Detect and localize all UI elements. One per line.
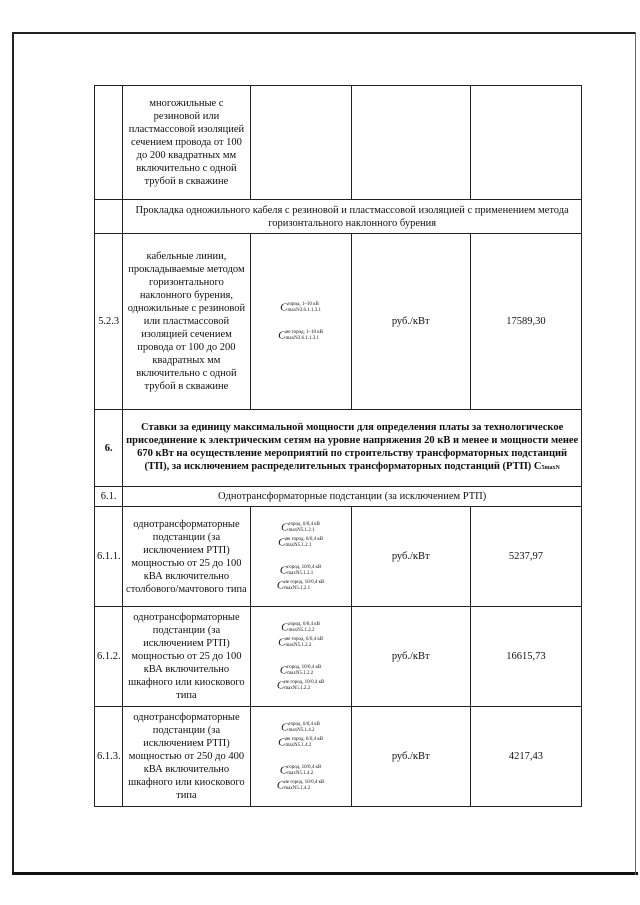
table-row <box>95 487 582 507</box>
row-description: однотрансформаторные подстанции (за исключением РТП) мощностью от 25 до 100 кВА включительно столбового/мачтового типа <box>123 507 250 607</box>
row-code <box>250 86 351 200</box>
row-code <box>250 234 351 410</box>
row-number: 6.1.3. <box>95 707 123 807</box>
row-description: однотрансформаторные подстанции (за исключением РТП) мощностью от 250 до 400 кВА включительно шкафного или киоскового типа <box>123 707 250 807</box>
rate-code: Cгород, 6/0,4 кВ maxN5.1.4.2 <box>281 720 320 733</box>
rate-code: Cне город, 6/0,4 кВ maxN5.1.2.1 <box>278 535 324 548</box>
row-number <box>95 86 123 200</box>
row-unit: руб./кВт <box>351 607 470 707</box>
row-code <box>250 607 351 707</box>
row-number: 6.1. <box>95 487 123 507</box>
row-value <box>470 86 581 200</box>
table-row <box>95 86 582 200</box>
rate-code: Cне город, 6/0,4 кВ maxN5.1.2.2 <box>278 635 324 648</box>
rate-code: Cне город, 6/0,4 кВ maxN5.1.4.2 <box>278 735 324 748</box>
row-number: 6.1.2. <box>95 607 123 707</box>
table-row <box>95 200 582 234</box>
row-value: 17589,30 <box>470 234 581 410</box>
rate-code: Cне город, 10/0,4 кВ maxN5.1.4.2 <box>276 778 325 791</box>
tariff-table <box>94 85 582 807</box>
row-description: кабельные линии, прокладываемые методом горизонтального наклонного бурения, одножильные с резиновой или пластмассовой изоляцией сечением провода от 100 до 200 квадратных мм включительно с одной трубой в скважине <box>123 234 250 410</box>
section-title: Ставки за единицу максимальной мощности для определения платы за технологическое присоединение к электрическим сетям на уровне напряжения 20 кВ и менее и мощности менее 670 кВт на осуществление мероприятий по строительству трансформаторных подстанций (ТП), за исключением распределительных трансформаторных подстанций (РТП) C5maxN <box>123 410 582 487</box>
rate-code: Cгород, 1–10 кВ maxN3.6.1.1.3.1 <box>280 300 321 313</box>
row-code <box>250 507 351 607</box>
table-row <box>95 410 582 487</box>
page-frame-right <box>635 32 636 875</box>
rate-code: Cгород, 6/0,4 кВ maxN5.1.2.2 <box>281 620 320 633</box>
table-row <box>95 607 582 707</box>
row-unit: руб./кВт <box>351 234 470 410</box>
row-value: 16615,73 <box>470 607 581 707</box>
row-number <box>95 200 123 234</box>
table-row <box>95 707 582 807</box>
row-unit <box>351 86 470 200</box>
rate-code: Cне город, 1–10 кВ maxN3.6.1.1.3.1 <box>278 328 324 341</box>
row-value: 5237,97 <box>470 507 581 607</box>
row-description: многожильные с резиновой или пластмассовой изоляцией сечением провода от 100 до 200 квадратных мм включительно с одной трубой в скважине <box>123 86 250 200</box>
rate-code: Cгород, 10/0,4 кВ maxN5.1.2.1 <box>279 563 322 576</box>
rate-code: Cгород, 10/0,4 кВ maxN5.1.4.2 <box>279 763 322 776</box>
row-unit: руб./кВт <box>351 507 470 607</box>
page-frame-bottom <box>12 872 638 875</box>
rate-code: Cне город, 10/0,4 кВ maxN5.1.2.2 <box>276 678 325 691</box>
rate-code: Cгород, 10/0,4 кВ maxN5.1.2.2 <box>279 663 322 676</box>
page-frame-left <box>12 32 14 872</box>
rate-code: Cне город, 10/0,4 кВ maxN5.1.2.1 <box>276 578 325 591</box>
row-unit: руб./кВт <box>351 707 470 807</box>
table-row <box>95 234 582 410</box>
section-header: Прокладка одножильного кабеля с резиновой и пластмассовой изоляцией с применением метода горизонтального наклонного бурения <box>123 200 582 234</box>
page-frame-top <box>12 32 636 34</box>
rate-code: Cгород, 6/0,4 кВ maxN5.1.2.1 <box>281 520 320 533</box>
row-description: однотрансформаторные подстанции (за исключением РТП) мощностью от 25 до 100 кВА включительно шкафного или киоскового типа <box>123 607 250 707</box>
row-number: 5.2.3 <box>95 234 123 410</box>
row-value: 4217,43 <box>470 707 581 807</box>
row-number: 6. <box>95 410 123 487</box>
table-row <box>95 507 582 607</box>
section-header: Однотрансформаторные подстанции (за исключением РТП) <box>123 487 582 507</box>
row-code <box>250 707 351 807</box>
row-number: 6.1.1. <box>95 507 123 607</box>
